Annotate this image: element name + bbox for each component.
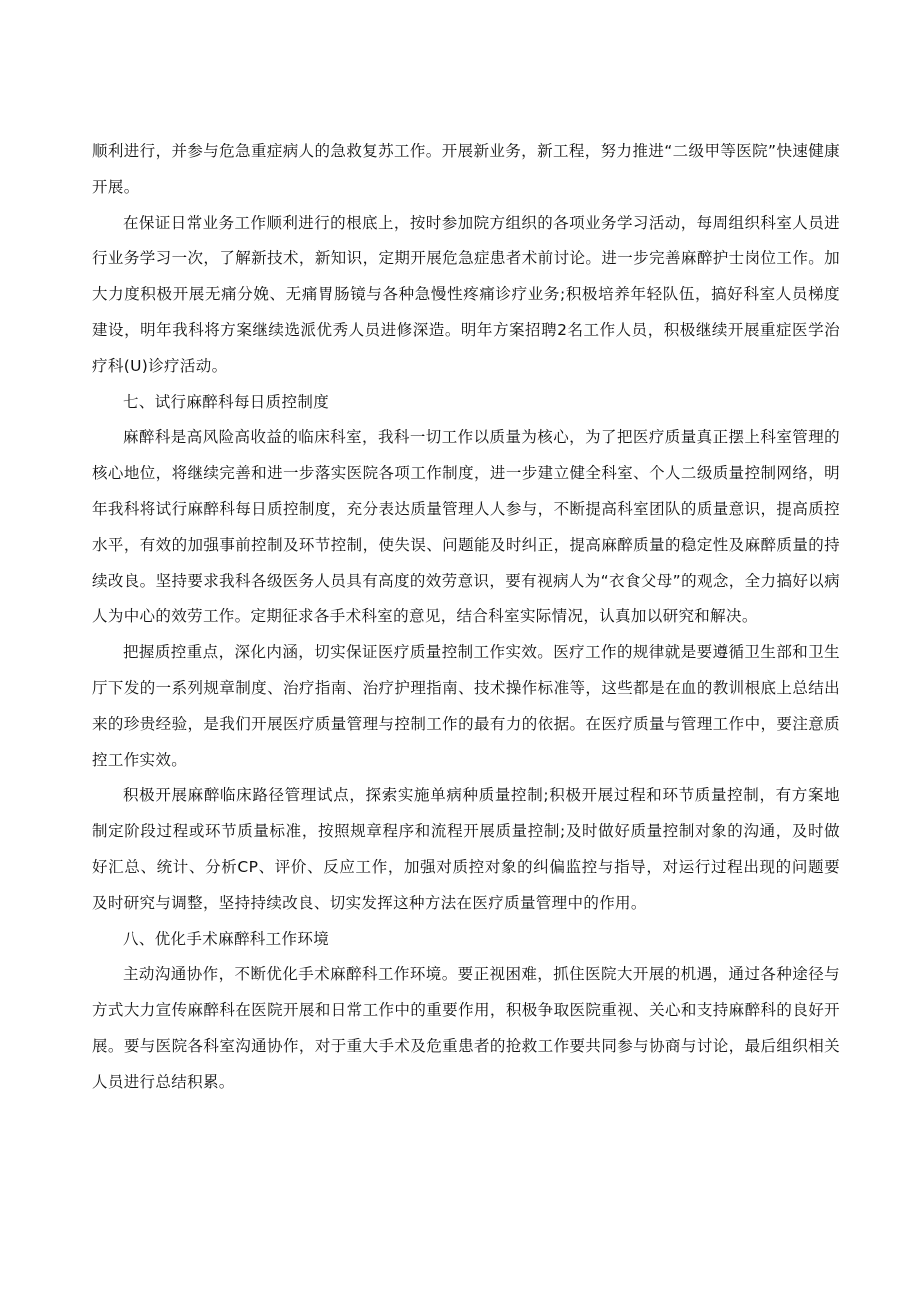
paragraph-quality-focus: 把握质控重点，深化内涵，切实保证医疗质量控制工作实效。医疗工作的规律就是要遵循卫生部和卫生厅下发的一系列规章制度、治疗指南、治疗护理指南、技术操作标准等，这些都是在血的教训根底上总结出来的珍贵经验，是我们开展医疗质量管理与控制工作的最有力的依据。在医疗质量与管理工作中，要注意质控工作实效。 xyxy=(92,643,840,769)
section-heading-8: 八、优化手术麻醉科工作环境 xyxy=(123,929,330,948)
paragraph-quality-core: 麻醉科是高风险高收益的临床科室，我科一切工作以质量为核心，为了把医疗质量真正摆上科室管理的核心地位，将继续完善和进一步落实医院各项工作制度，进一步建立健全科室、个人二级质量控制网络，明年我科将试行麻醉科每日质控制度，充分表达质量管理人人参与，不断提高科室团队的质量意识，提高质控水平，有效的加强事前控制及环节控制，使失误、问题能及时纠正，提高麻醉质量的稳定性及麻醉质量的持续改良。坚持要求我科各级医务人员具有高度的效劳意识，要有视病人为“衣食父母”的观念，全力搞好以病人为中心的效劳工作。定期征求各手术科室的意见，结合科室实际情况，认真加以研究和解决。 xyxy=(92,428,840,626)
paragraph-clinical-pathway: 积极开展麻醉临床路径管理试点，探索实施单病种质量控制;积极开展过程和环节质量控制，有方案地制定阶段过程或环节质量标准，按照规章程序和流程开展质量控制;及时做好质量控制对象的沟通，及时做好汇总、统计、分析CP、评价、反应工作，加强对质控对象的纠偏监控与指导，对运行过程出现的问题要及时研究与调整，坚持持续改良、切实发挥这种方法在医疗质量管理中的作用。 xyxy=(92,786,840,912)
document-body xyxy=(92,134,840,1101)
paragraph-business-study: 在保证日常业务工作顺利进行的根底上，按时参加院方组织的各项业务学习活动，每周组织科室人员进行业务学习一次，了解新技术，新知识，定期开展危急症患者术前讨论。进一步完善麻醉护士岗位工作。加大力度积极开展无痛分娩、无痛胃肠镜与各种急慢性疼痛诊疗业务;积极培养年轻队伍，搞好科室人员梯度建设，明年我科将方案继续选派优秀人员进修深造。明年方案招聘2名工作人员，积极继续开展重症医学治疗科(U)诊疗活动。 xyxy=(92,213,840,375)
section-heading-7: 七、试行麻醉科每日质控制度 xyxy=(123,392,330,411)
paragraph-environment: 主动沟通协作，不断优化手术麻醉科工作环境。要正视困难，抓住医院大开展的机遇，通过各种途径与方式大力宣传麻醉科在医院开展和日常工作中的重要作用，积极争取医院重视、关心和支持麻醉科的良好开展。要与医院各科室沟通协作，对于重大手术及危重患者的抢救工作要共同参与协商与讨论，最后组织相关人员进行总结积累。 xyxy=(92,965,840,1091)
paragraph-continuation: 顺利进行，并参与危急重症病人的急救复苏工作。开展新业务，新工程，努力推进“二级甲等医院”快速健康开展。 xyxy=(92,142,840,196)
